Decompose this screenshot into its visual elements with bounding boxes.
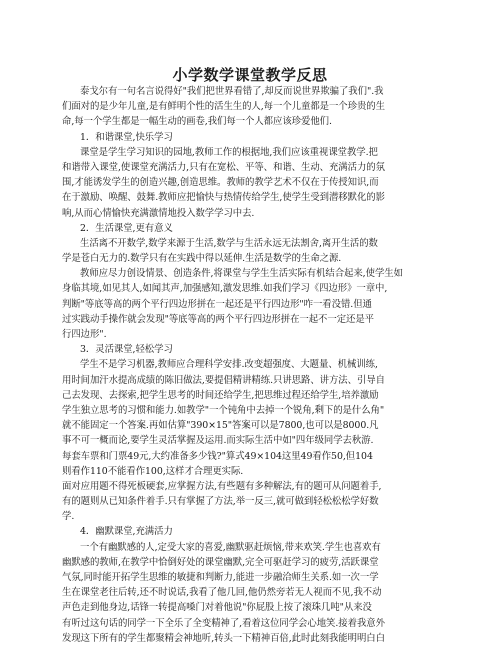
text-line: 身临其境,如见其人,如闻其声,加强感知,激发思维.如我们学习《四边形》一章中, [62, 283, 388, 295]
text-line: 发现这下所有的学生都聚精会神地听,转头一下精神百倍,此时此刻我能明明白白 [62, 632, 385, 644]
text-line: 围,才能诱发学生的创造兴趣,创造思维。教师的教学艺术不仅在于传授知识,而 [62, 177, 379, 189]
section-heading: 4．幽默课堂,充满活力 [80, 526, 173, 538]
text-line: 在于激励、唤醒、鼓舞.教师应把愉快与热情传给学生,使学生受到潜移默化的影 [62, 192, 385, 204]
text-line: 学生独立思考的习惯和能力.如教学"一个钝角中去掉一个锐角,剩下的是什么角" [62, 404, 385, 416]
text-line: 和谐带入课堂,使课堂充满活力,只有在宽松、平等、和谐、生动、充满活力的氛 [62, 161, 385, 173]
text-line: 过实践动手操作就会发现"等底等高的两个平行四边形拼在一起不一定还是平 [62, 313, 374, 325]
text-line: 判断"等底等高的两个平行四边形拼在一起还是平行四边形"咋一看没错.但通 [62, 298, 372, 310]
text-line: 学是苍白无力的.数学只有在实践中得以延伸.生活是数学的生命之源. [62, 253, 342, 265]
text-line: 声色走到他身边,话锋一转提高嗓门对着他说"你屁股上按了滚珠几吨"从来没 [62, 602, 372, 614]
section-heading: 2．生活课堂,更有意义 [80, 222, 173, 234]
document-title: 小学数学课堂教学反思 [172, 66, 328, 84]
text-line: 则看作110不能看作100,这样才合理更实际. [62, 465, 244, 477]
text-line: 幽默感的教师,在教学中恰倒好处的课堂幽默,完全可驱赶学习的疲劳,活跃课堂 [62, 556, 379, 568]
text-line: 生活离不开数学,数学来源于生活,数学与生活永远无法割舍,离开生活的数 [80, 237, 378, 249]
text-line: 行四边形". [62, 329, 107, 340]
text-line: 有的题则从已知条件着手.只有掌握了方法,举一反三,就可做到轻松松松学好数 [62, 496, 379, 508]
document-body [62, 84, 438, 646]
text-line: 面对应用题不得死板硬套,应掌握方法,有些题有多种解法,有的题可从问题着手, [62, 480, 382, 492]
text-line: 有听过这句话的同学一下全乐了全变精神了,看着这位同学会心地笑.接着我意外 [62, 617, 385, 629]
text-line: 事不可一概而论,要学生灵活掌握及运用.而实际生活中如"四年级同学去秋游. [62, 435, 374, 447]
text-line: 每套车票和门票49元,大约准备多少钱?"算式49×104这里49看作50,但104 [62, 450, 373, 462]
text-line: 用时间加汗水提高成绩的陈旧做法,要提倡精讲精练.只讲思路、讲方法、引导自 [62, 374, 385, 386]
text-line: 课堂是学生学习知识的园地,教师工作的根据地,我们应该重视课堂教学.把 [80, 146, 378, 158]
text-line: 们面对的是少年儿童,是有鲜明个性的活生生的人,每一个儿童都是一个珍贵的生 [62, 101, 385, 113]
section-heading: 3．灵活课堂,轻松学习 [80, 344, 173, 356]
text-line: 生在课堂老往后转,还不时说话,我看了他几回,他仍然旁若无人视而不见,我不动 [62, 587, 382, 599]
text-line: 学生不是学习机器,教师应合理科学安排.改变超强度、大题量、机械训练, [80, 359, 378, 371]
text-line: 响,从而心情愉快充满激情地投入数学学习中去. [62, 207, 255, 219]
text-line: 一个有幽默感的人,定受大家的喜爱,幽默驱赶烦恼,带来欢笑.学生也喜欢有 [80, 541, 381, 553]
section-heading: 1．和谐课堂,快乐学习 [80, 131, 173, 143]
text-line: 教师应尽力创设情景、创造条件,将课堂与学生生活实际有机结合起来,使学生如 [80, 268, 403, 280]
text-line: 就不能固定一个答案.再如估算"390×15"答案可以是7800,也可以是8000.凡 [62, 420, 379, 432]
text-line: 学. [62, 511, 75, 523]
text-line: 泰戈尔有一句名言说得好"我们把世界看错了,却反而说世界欺骗了我们".我 [80, 86, 384, 97]
text-line: 命,每一个学生都是一幅生动的画卷,我们每一个人都应该珍爱他们. [62, 116, 332, 128]
text-line: 气氛,同时能开拓学生思维的敏捷和判断力,能进一步融洽师生关系.如一次一学 [62, 572, 379, 583]
text-line: 己去发现、去探索,把学生思考的时间还给学生,把思维过程还给学生,培养激励 [62, 389, 379, 401]
